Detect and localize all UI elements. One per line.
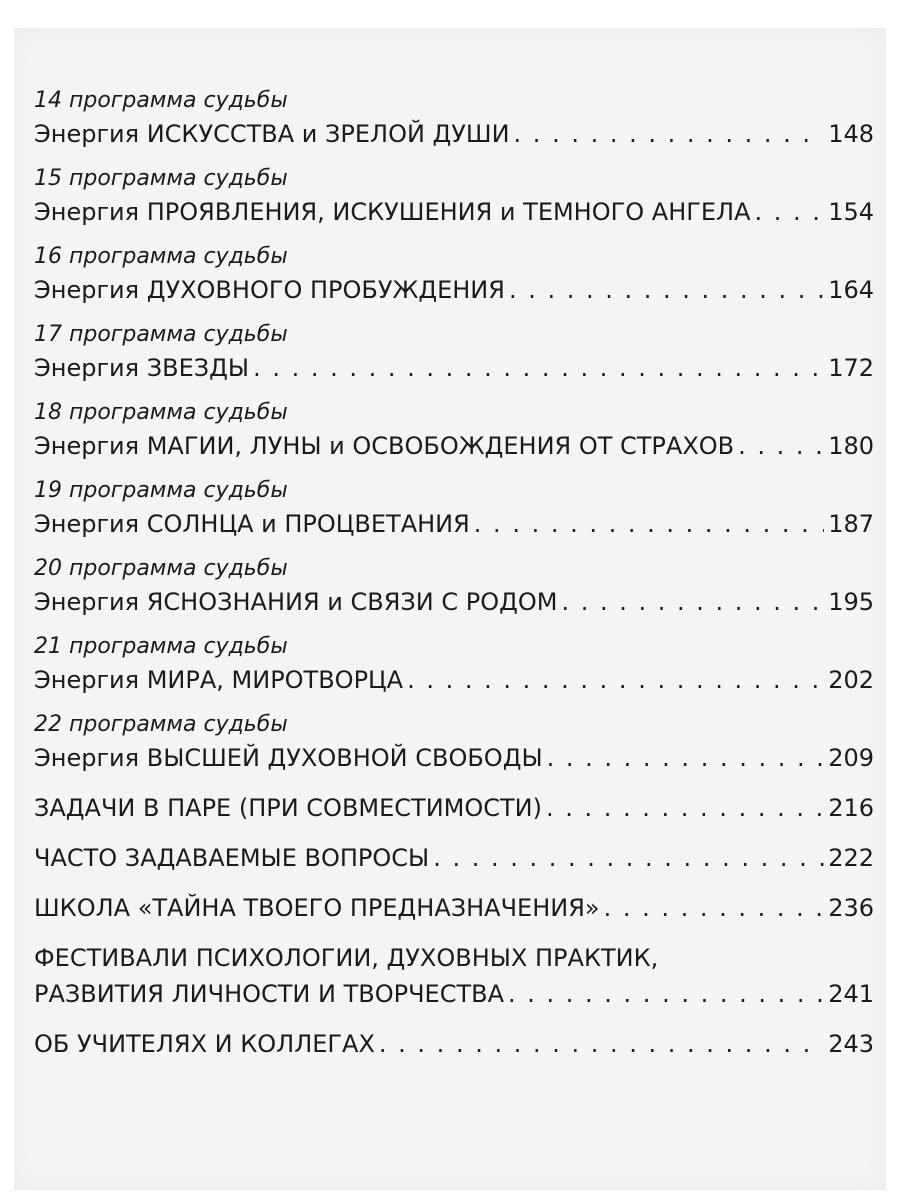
toc-entry-19 [34, 476, 874, 542]
section-title: ЗАДАЧИ В ПАРЕ (ПРИ СОВМЕСТИМОСТИ) [34, 794, 542, 822]
toc-section-school [34, 890, 874, 926]
dot-leader [604, 890, 825, 926]
program-label: 14 программа судьбы [34, 88, 288, 113]
toc-line [34, 584, 874, 620]
program-label: 19 программа судьбы [34, 478, 288, 503]
program-label: 17 программа судьбы [34, 322, 288, 347]
toc-section-faq [34, 840, 874, 876]
dot-leader [253, 350, 824, 386]
page-number: 202 [828, 666, 874, 694]
toc-line [34, 272, 874, 308]
section-title-line2: РАЗВИТИЯ ЛИЧНОСТИ И ТВОРЧЕСТВА [34, 980, 504, 1008]
dot-leader [474, 506, 824, 542]
toc-section-pairs [34, 790, 874, 826]
toc-line [34, 116, 874, 152]
page-number: 209 [828, 744, 874, 772]
page-number: 222 [828, 844, 874, 872]
dot-leader [407, 662, 824, 698]
page-number: 236 [828, 894, 874, 922]
section-title: ЧАСТО ЗАДАВАЕМЫЕ ВОПРОСЫ [34, 844, 430, 872]
dot-leader [755, 194, 825, 230]
toc-entry-20 [34, 554, 874, 620]
toc-entry-22 [34, 710, 874, 776]
toc-entry-18 [34, 398, 874, 464]
toc-entry-21 [34, 632, 874, 698]
program-label: 21 программа судьбы [34, 634, 288, 659]
toc-entry-14 [34, 86, 874, 152]
toc-line [34, 740, 874, 776]
page-number: 187 [828, 510, 874, 538]
toc-line [34, 976, 874, 1012]
program-label: 20 программа судьбы [34, 556, 288, 581]
toc-line [34, 350, 874, 386]
toc-line [34, 840, 874, 876]
entry-title: Энергия ВЫСШЕЙ ДУХОВНОЙ СВОБОДЫ [34, 744, 543, 772]
page-number: 148 [828, 120, 874, 148]
entry-title: Энергия ПРОЯВЛЕНИЯ, ИСКУШЕНИЯ и ТЕМНОГО АНГЕЛА [34, 198, 751, 226]
toc-entry-15 [34, 164, 874, 230]
page-number: 241 [828, 980, 874, 1008]
table-of-contents [34, 86, 874, 1062]
dot-leader [433, 840, 824, 876]
toc-line [34, 428, 874, 464]
program-label: 16 программа судьбы [34, 244, 288, 269]
toc-entry-16 [34, 242, 874, 308]
dot-leader [508, 976, 824, 1012]
page-number: 243 [828, 1030, 874, 1058]
page-number: 154 [828, 198, 874, 226]
page-number: 195 [828, 588, 874, 616]
dot-leader [509, 272, 824, 308]
toc-line [34, 1026, 874, 1062]
page-number: 172 [828, 354, 874, 382]
toc-line [34, 790, 874, 826]
entry-title: Энергия ЗВЕЗДЫ [34, 354, 250, 382]
page-number: 164 [828, 276, 874, 304]
entry-title: Энергия МАГИИ, ЛУНЫ и ОСВОБОЖДЕНИЯ ОТ СТРАХОВ [34, 432, 735, 460]
entry-title: Энергия ДУХОВНОГО ПРОБУЖДЕНИЯ [34, 276, 505, 304]
toc-entry-17 [34, 320, 874, 386]
dot-leader [547, 740, 825, 776]
dot-leader [738, 428, 824, 464]
entry-title: Энергия СОЛНЦА и ПРОЦВЕТАНИЯ [34, 510, 470, 538]
dot-leader [546, 790, 824, 826]
toc-section-teachers [34, 1026, 874, 1062]
entry-title: Энергия МИРА, МИРОТВОРЦА [34, 666, 404, 694]
program-label: 22 программа судьбы [34, 712, 288, 737]
program-label: 15 программа судьбы [34, 166, 288, 191]
section-title: ШКОЛА «ТАЙНА ТВОЕГО ПРЕДНАЗНАЧЕНИЯ» [34, 894, 600, 922]
entry-title: Энергия ИСКУССТВА и ЗРЕЛОЙ ДУШИ [34, 120, 510, 148]
page-number: 180 [828, 432, 874, 460]
section-title: ОБ УЧИТЕЛЯХ И КОЛЛЕГАХ [34, 1030, 375, 1058]
program-label: 18 программа судьбы [34, 400, 288, 425]
entry-title: Энергия ЯСНОЗНАНИЯ и СВЯЗИ С РОДОМ [34, 588, 558, 616]
dot-leader [561, 584, 824, 620]
toc-line [34, 890, 874, 926]
toc-section-festivals [34, 940, 874, 1012]
toc-line [34, 662, 874, 698]
toc-line [34, 194, 874, 230]
page-number: 216 [828, 794, 874, 822]
section-title-line1: ФЕСТИВАЛИ ПСИХОЛОГИИ, ДУХОВНЫХ ПРАКТИК, [34, 944, 659, 972]
toc-line [34, 506, 874, 542]
dot-leader [514, 116, 825, 152]
dot-leader [379, 1026, 824, 1062]
